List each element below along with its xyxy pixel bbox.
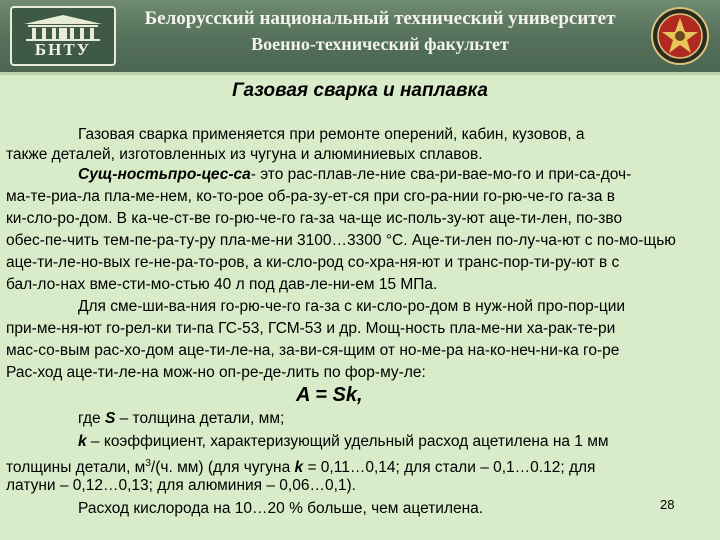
text-line-17: Расход кислорода на 10…20 % больше, чем ацетилена.: [78, 500, 484, 517]
s-definition: – толщина детали, мм;: [115, 410, 285, 427]
page-number: 28: [660, 497, 675, 512]
faculty-emblem-icon: [650, 6, 710, 66]
text-line-10: при-ме-ня-ют го-рел-ки ти-па ГС-53, ГСМ-53 и др. Мощ-ность пла-ме-ни ха-рак-те-ри: [6, 320, 616, 337]
symbol-k: k: [78, 433, 87, 450]
text-line-6: обес-пе-чить тем-пе-ра-ту-ру пла-ме-ни 3100…3300 °C. Аце-ти-лен по-лу-ча-ют с по-мо-щью: [6, 232, 676, 249]
slide-title: Газовая сварка и наплавка: [232, 80, 488, 101]
k-definition: – коэффициент, характеризующий удельный расход ацетилена на 1 мм: [86, 433, 609, 450]
text-line-8: бал-ло-нах вме-сти-мо-стью 40 л под дав-ле-ни-ем 15 МПа.: [6, 276, 438, 293]
units-superscript: 3: [145, 458, 151, 469]
text-line-4: ма-те-риа-ла пла-ме-нем, ко-то-рое об-ра-зу-ет-ся при сго-ра-нии го-рю-че-го га-за в: [6, 188, 615, 205]
university-name: Белорусский национальный технический университет: [144, 8, 616, 29]
university-building-icon: [20, 14, 106, 42]
text-line-13: [0, 410, 720, 428]
text-line-5: ки-сло-ро-дом. В ка-че-ст-ве го-рю-че-го га-за ча-ще ис-поль-зу-ют аце-ти-лен, по-зво: [6, 210, 623, 227]
text-line-12: Рас-ход аце-ти-ле-на мож-но оп-ре-де-лить по фор-му-ле:: [6, 364, 426, 381]
text-line-1: Газовая сварка применяется при ремонте оперений, кабин, кузовов, а: [78, 126, 585, 143]
where-word: где: [78, 410, 105, 427]
symbol-k-2: k: [294, 459, 304, 477]
text-line-14: [0, 433, 720, 451]
units-text: толщины детали, м: [6, 459, 146, 477]
text-line-2: также деталей, изготовленных из чугуна и алюминиевых сплавов.: [6, 146, 483, 163]
formula: A = Sk,: [296, 384, 363, 406]
text-line-3: [0, 166, 720, 184]
header-banner: [0, 0, 720, 72]
text-line-9: Для сме-ши-ва-ния го-рю-че-го га-за с ки-сло-ро-дом в нуж-ной про-пор-ции: [78, 298, 626, 315]
logo-abbreviation: БНТУ: [34, 40, 92, 59]
bntu-logo: [10, 6, 116, 66]
text-line-16: латуни – 0,12…0,13; для алюминия – 0,06…0,1).: [6, 477, 356, 494]
k-values: = 0,11…0,14; для стали – 0,1…0.12; для: [303, 459, 596, 477]
faculty-name: Военно-технический факультет: [251, 34, 509, 54]
definition-text: - это рас-плав-ле-ние сва-ри-вае-мо-го и при-са-доч-: [250, 166, 632, 183]
header-divider: [0, 72, 720, 75]
units-text-2: /(ч. мм) (для чугуна: [150, 459, 295, 477]
text-line-7: аце-ти-ле-но-вых ге-не-ра-то-ров, а ки-сло-род со-хра-ня-ют и транс-пор-ти-ру-ют в с: [6, 254, 620, 271]
symbol-s: S: [104, 410, 116, 427]
text-line-15: [0, 455, 720, 477]
definition-term: Сущ-ностьпро-цес-са: [78, 166, 251, 183]
text-line-11: мас-со-вым рас-хо-дом аце-ти-ле-на, за-ви-ся-щим от но-ме-ра на-ко-неч-ни-ка го-ре: [6, 342, 620, 359]
